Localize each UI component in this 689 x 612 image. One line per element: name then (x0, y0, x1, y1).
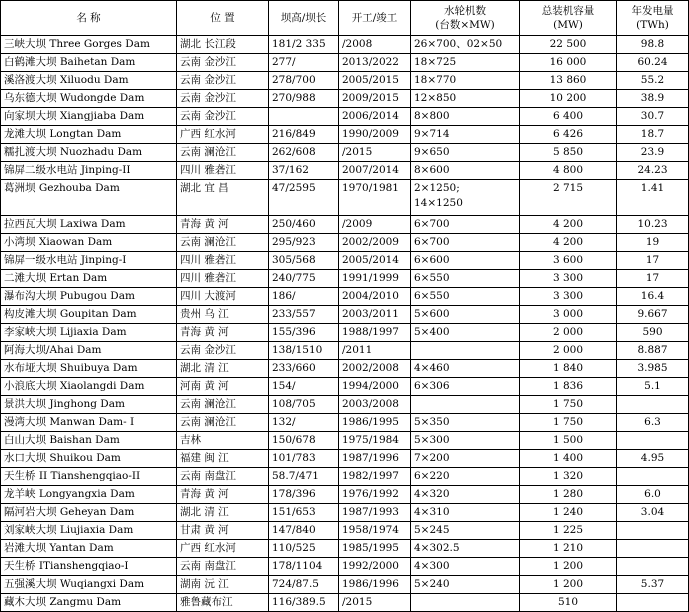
cell-turbines: 12×850 (411, 90, 520, 108)
cell-location: 云南 金沙江 (177, 108, 269, 126)
table-row (1, 594, 689, 612)
cell-capacity: 1 400 (520, 450, 617, 468)
cell-location: 湖北 长江段 (177, 36, 269, 54)
table-row (1, 306, 689, 324)
cell-height: 151/653 (269, 504, 339, 522)
cell-period: 1986/1995 (339, 414, 411, 432)
cell-period: 1985/1995 (339, 540, 411, 558)
cell-period: 2004/2010 (339, 288, 411, 306)
cell-height (269, 108, 339, 126)
cell-capacity: 2 000 (520, 324, 617, 342)
cell-location: 湖南 沅 江 (177, 576, 269, 594)
cell-capacity: 4 800 (520, 162, 617, 180)
cell-height: 154/ (269, 378, 339, 396)
cell-location: 青海 黄 河 (177, 216, 269, 234)
cell-height: 186/ (269, 288, 339, 306)
cell-capacity: 3 300 (520, 288, 617, 306)
table-row (1, 108, 689, 126)
cell-location: 贵州 乌 江 (177, 306, 269, 324)
cell-capacity: 3 600 (520, 252, 617, 270)
cell-capacity: 1 210 (520, 540, 617, 558)
cell-height: 216/849 (269, 126, 339, 144)
table-row (1, 288, 689, 306)
cell-energy: 18.7 (617, 126, 689, 144)
cell-energy: 10.23 (617, 216, 689, 234)
cell-period: 1990/2009 (339, 126, 411, 144)
cell-period: 2002/2009 (339, 234, 411, 252)
cell-name: 龙滩大坝 Longtan Dam (1, 126, 177, 144)
cell-capacity: 1 840 (520, 360, 617, 378)
cell-height: 178/1104 (269, 558, 339, 576)
cell-turbines: 6×306 (411, 378, 520, 396)
cell-name: 水口大坝 Shuikou Dam (1, 450, 177, 468)
cell-capacity: 1 240 (520, 504, 617, 522)
cell-capacity: 1 750 (520, 414, 617, 432)
cell-height: 37/162 (269, 162, 339, 180)
cell-capacity: 10 200 (520, 90, 617, 108)
cell-height: 262/608 (269, 144, 339, 162)
cell-height: 233/660 (269, 360, 339, 378)
table-row (1, 378, 689, 396)
cell-energy: 8.887 (617, 342, 689, 360)
cell-capacity: 4 200 (520, 234, 617, 252)
cell-turbines: 4×460 (411, 360, 520, 378)
cell-turbines (411, 594, 520, 612)
cell-period: 1994/2000 (339, 378, 411, 396)
table-row (1, 522, 689, 540)
cell-energy: 4.95 (617, 450, 689, 468)
cell-turbines: 6×550 (411, 270, 520, 288)
cell-period: 2005/2015 (339, 72, 411, 90)
cell-location: 湖北 清 江 (177, 360, 269, 378)
cell-energy (617, 432, 689, 450)
table-row (1, 234, 689, 252)
cell-name: 天生桥 ITianshengqiao-I (1, 558, 177, 576)
cell-name: 瀑布沟大坝 Pubugou Dam (1, 288, 177, 306)
cell-height: 108/705 (269, 396, 339, 414)
cell-name: 天生桥 II Tianshengqiao-II (1, 468, 177, 486)
cell-location: 云南 南盘江 (177, 468, 269, 486)
table-row (1, 252, 689, 270)
cell-height: 110/525 (269, 540, 339, 558)
cell-capacity: 2 000 (520, 342, 617, 360)
cell-capacity: 1 836 (520, 378, 617, 396)
cell-period: /2008 (339, 36, 411, 54)
cell-period: 1991/1999 (339, 270, 411, 288)
cell-capacity: 6 426 (520, 126, 617, 144)
cell-name: 锦屏二级水电站 Jinping-II (1, 162, 177, 180)
table-row (1, 432, 689, 450)
table-row (1, 396, 689, 414)
header-location: 位 置 (177, 1, 269, 36)
cell-turbines: 26×700、02×50 (411, 36, 520, 54)
cell-energy: 23.9 (617, 144, 689, 162)
cell-location: 青海 黄 河 (177, 486, 269, 504)
cell-period: 1987/1996 (339, 450, 411, 468)
table-row (1, 576, 689, 594)
cell-period: 1982/1997 (339, 468, 411, 486)
cell-name: 葛洲坝 Gezhouba Dam (1, 180, 177, 216)
header-height: 坝高/坝长 (269, 1, 339, 36)
cell-name: 小浪底大坝 Xiaolangdi Dam (1, 378, 177, 396)
cell-energy (617, 558, 689, 576)
cell-period: 2007/2014 (339, 162, 411, 180)
cell-turbines: 9×650 (411, 144, 520, 162)
cell-energy: 60.24 (617, 54, 689, 72)
cell-location: 云南 金沙江 (177, 342, 269, 360)
cell-height: 178/396 (269, 486, 339, 504)
cell-turbines: 6×550 (411, 288, 520, 306)
cell-period: 2006/2014 (339, 108, 411, 126)
cell-turbines (411, 342, 520, 360)
cell-period: 2009/2015 (339, 90, 411, 108)
cell-energy: 5.1 (617, 378, 689, 396)
cell-energy: 30.7 (617, 108, 689, 126)
cell-capacity: 1 280 (520, 486, 617, 504)
cell-turbines: 5×240 (411, 576, 520, 594)
cell-capacity: 4 200 (520, 216, 617, 234)
cell-energy (617, 540, 689, 558)
cell-period: 2003/2008 (339, 396, 411, 414)
cell-energy: 6.0 (617, 486, 689, 504)
cell-name: 藏木大坝 Zangmu Dam (1, 594, 177, 612)
cell-location: 青海 黄 河 (177, 324, 269, 342)
cell-turbines: 4×300 (411, 558, 520, 576)
cell-turbines: 6×600 (411, 252, 520, 270)
header-period: 开工/竣工 (339, 1, 411, 36)
cell-name: 水布垭大坝 Shuibuya Dam (1, 360, 177, 378)
cell-energy (617, 396, 689, 414)
cell-name: 二滩大坝 Ertan Dam (1, 270, 177, 288)
cell-energy: 38.9 (617, 90, 689, 108)
cell-name: 白山大坝 Baishan Dam (1, 432, 177, 450)
cell-location: 云南 金沙江 (177, 90, 269, 108)
cell-capacity: 5 850 (520, 144, 617, 162)
table-row (1, 414, 689, 432)
cell-location: 福建 闽 江 (177, 450, 269, 468)
table-row (1, 54, 689, 72)
table-row (1, 486, 689, 504)
cell-name: 龙羊峡 Longyangxia Dam (1, 486, 177, 504)
cell-height: 270/988 (269, 90, 339, 108)
cell-name: 拉西瓦大坝 Laxiwa Dam (1, 216, 177, 234)
table-row (1, 324, 689, 342)
cell-energy (617, 594, 689, 612)
cell-height: 181/2 335 (269, 36, 339, 54)
cell-capacity: 3 300 (520, 270, 617, 288)
table-row (1, 558, 689, 576)
cell-turbines: 6×220 (411, 468, 520, 486)
cell-location: 河南 黄 河 (177, 378, 269, 396)
cell-location: 云南 澜沧江 (177, 396, 269, 414)
cell-energy (617, 468, 689, 486)
table-row (1, 162, 689, 180)
cell-energy: 590 (617, 324, 689, 342)
cell-height: 116/389.5 (269, 594, 339, 612)
cell-capacity: 16 000 (520, 54, 617, 72)
cell-height: 295/923 (269, 234, 339, 252)
cell-energy: 55.2 (617, 72, 689, 90)
cell-height: 150/678 (269, 432, 339, 450)
cell-capacity: 1 320 (520, 468, 617, 486)
cell-height: 240/775 (269, 270, 339, 288)
cell-name: 刘家峡大坝 Liujiaxia Dam (1, 522, 177, 540)
cell-name: 乌东德大坝 Wudongde Dam (1, 90, 177, 108)
cell-turbines: 7×200 (411, 450, 520, 468)
cell-period: 1958/1974 (339, 522, 411, 540)
cell-turbines: 9×714 (411, 126, 520, 144)
header-row (1, 1, 689, 36)
cell-name: 构皮滩大坝 Goupitan Dam (1, 306, 177, 324)
cell-name: 漫湾大坝 Manwan Dam- I (1, 414, 177, 432)
cell-energy: 9.667 (617, 306, 689, 324)
cell-energy: 98.8 (617, 36, 689, 54)
cell-turbines: 5×400 (411, 324, 520, 342)
table-row (1, 144, 689, 162)
cell-name: 小湾坝 Xiaowan Dam (1, 234, 177, 252)
table-row (1, 36, 689, 54)
cell-capacity: 6 400 (520, 108, 617, 126)
cell-location: 四川 雅砻江 (177, 270, 269, 288)
table-row (1, 342, 689, 360)
table-row (1, 216, 689, 234)
cell-capacity: 1 225 (520, 522, 617, 540)
table-row (1, 468, 689, 486)
table-row (1, 504, 689, 522)
cell-period: 1992/2000 (339, 558, 411, 576)
header-energy: 年发电量 (TWh) (617, 1, 689, 36)
cell-location: 四川 雅砻江 (177, 252, 269, 270)
cell-energy: 5.37 (617, 576, 689, 594)
cell-location: 吉林 (177, 432, 269, 450)
cell-location: 云南 南盘江 (177, 558, 269, 576)
cell-turbines: 4×302.5 (411, 540, 520, 558)
cell-name: 景洪大坝 Jinghong Dam (1, 396, 177, 414)
cell-location: 云南 金沙江 (177, 54, 269, 72)
cell-name: 五强溪大坝 Wuqiangxi Dam (1, 576, 177, 594)
cell-capacity: 13 860 (520, 72, 617, 90)
cell-turbines: 8×800 (411, 108, 520, 126)
cell-height: 132/ (269, 414, 339, 432)
table-row (1, 360, 689, 378)
cell-energy: 17 (617, 252, 689, 270)
table-row (1, 180, 689, 216)
cell-height: 724/87.5 (269, 576, 339, 594)
cell-location: 云南 澜沧江 (177, 234, 269, 252)
cell-period: 1987/1993 (339, 504, 411, 522)
cell-name: 隔河岩大坝 Geheyan Dam (1, 504, 177, 522)
cell-height: 277/ (269, 54, 339, 72)
cell-location: 湖北 清 江 (177, 504, 269, 522)
cell-period: 2003/2011 (339, 306, 411, 324)
cell-location: 湖北 宜 昌 (177, 180, 269, 216)
cell-turbines: 4×320 (411, 486, 520, 504)
table-row (1, 72, 689, 90)
cell-period: 1986/1996 (339, 576, 411, 594)
cell-energy: 16.4 (617, 288, 689, 306)
cell-turbines (411, 396, 520, 414)
cell-height: 155/396 (269, 324, 339, 342)
header-turbines: 水轮机数 (台数×MW) (411, 1, 520, 36)
cell-period: 1976/1992 (339, 486, 411, 504)
cell-period: 2002/2008 (339, 360, 411, 378)
cell-height: 101/783 (269, 450, 339, 468)
cell-name: 白鹤滩大坝 Baihetan Dam (1, 54, 177, 72)
cell-name: 岩滩大坝 Yantan Dam (1, 540, 177, 558)
cell-turbines: 5×600 (411, 306, 520, 324)
cell-height: 233/557 (269, 306, 339, 324)
cell-period: /2009 (339, 216, 411, 234)
cell-turbines: 18×725 (411, 54, 520, 72)
cell-period: 1975/1984 (339, 432, 411, 450)
cell-turbines: 5×350 (411, 414, 520, 432)
cell-capacity: 1 200 (520, 576, 617, 594)
cell-height: 47/2595 (269, 180, 339, 216)
cell-capacity: 1 200 (520, 558, 617, 576)
cell-name: 向家坝大坝 Xiangjiaba Dam (1, 108, 177, 126)
cell-turbines: 5×245 (411, 522, 520, 540)
cell-height: 305/568 (269, 252, 339, 270)
table-row (1, 90, 689, 108)
cell-location: 广西 红水河 (177, 126, 269, 144)
cell-turbines: 5×300 (411, 432, 520, 450)
cell-height: 58.7/471 (269, 468, 339, 486)
cell-location: 云南 金沙江 (177, 72, 269, 90)
cell-energy: 3.04 (617, 504, 689, 522)
cell-energy: 17 (617, 270, 689, 288)
cell-capacity: 2 715 (520, 180, 617, 216)
cell-energy: 19 (617, 234, 689, 252)
cell-name: 锦屏一级水电站 Jinping-I (1, 252, 177, 270)
cell-location: 云南 澜沧江 (177, 414, 269, 432)
cell-capacity: 510 (520, 594, 617, 612)
cell-name: 糯扎渡大坝 Nuozhadu Dam (1, 144, 177, 162)
cell-period: /2015 (339, 594, 411, 612)
cell-turbines: 2×1250; 14×1250 (411, 180, 520, 216)
cell-height: 147/840 (269, 522, 339, 540)
cell-period: 1988/1997 (339, 324, 411, 342)
cell-turbines: 18×770 (411, 72, 520, 90)
cell-location: 雅鲁藏布江 (177, 594, 269, 612)
table-row (1, 126, 689, 144)
cell-height: 250/460 (269, 216, 339, 234)
cell-energy: 6.3 (617, 414, 689, 432)
cell-name: 李家峡大坝 Lijiaxia Dam (1, 324, 177, 342)
table-body (1, 36, 689, 612)
cell-capacity: 1 500 (520, 432, 617, 450)
cell-height: 138/1510 (269, 342, 339, 360)
cell-location: 甘肃 黄 河 (177, 522, 269, 540)
cell-capacity: 22 500 (520, 36, 617, 54)
cell-name: 阿海大坝/Ahai Dam (1, 342, 177, 360)
cell-location: 广西 红水河 (177, 540, 269, 558)
header-capacity: 总装机容量 (MW) (520, 1, 617, 36)
cell-name: 三峡大坝 Three Gorges Dam (1, 36, 177, 54)
cell-energy: 3.985 (617, 360, 689, 378)
cell-location: 四川 大渡河 (177, 288, 269, 306)
cell-height: 278/700 (269, 72, 339, 90)
cell-energy: 24.23 (617, 162, 689, 180)
cell-name: 溪洛渡大坝 Xiluodu Dam (1, 72, 177, 90)
cell-turbines: 4×310 (411, 504, 520, 522)
cell-period: /2015 (339, 144, 411, 162)
cell-period: 2013/2022 (339, 54, 411, 72)
header-name: 名 称 (1, 1, 177, 36)
cell-turbines: 6×700 (411, 234, 520, 252)
cell-capacity: 3 000 (520, 306, 617, 324)
cell-location: 四川 雅砻江 (177, 162, 269, 180)
cell-turbines: 8×600 (411, 162, 520, 180)
cell-period: 2005/2014 (339, 252, 411, 270)
cell-energy (617, 522, 689, 540)
table-row (1, 270, 689, 288)
cell-location: 云南 澜沧江 (177, 144, 269, 162)
cell-energy: 1.41 (617, 180, 689, 216)
cell-capacity: 1 750 (520, 396, 617, 414)
table-row (1, 450, 689, 468)
cell-turbines: 6×700 (411, 216, 520, 234)
table-row (1, 540, 689, 558)
cell-period: /2011 (339, 342, 411, 360)
cell-period: 1970/1981 (339, 180, 411, 216)
